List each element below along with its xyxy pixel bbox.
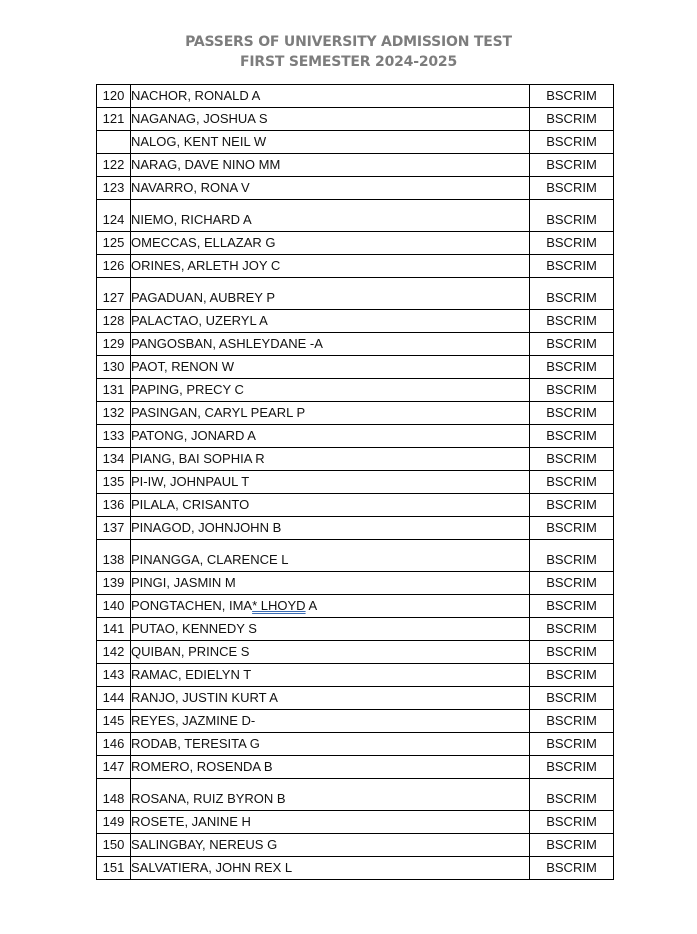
table-row <box>97 85 614 108</box>
passer-name: PASINGAN, CARYL PEARL P <box>131 402 530 425</box>
table-row <box>97 402 614 425</box>
row-number: 130 <box>97 356 131 379</box>
course-code: BSCRIM <box>530 641 614 664</box>
passer-name-underlined-part: * LHOYD <box>252 598 306 613</box>
passer-name: ORINES, ARLETH JOY C <box>131 255 530 278</box>
table-row <box>97 572 614 595</box>
passer-name: NAVARRO, RONA V <box>131 177 530 200</box>
row-number: 146 <box>97 733 131 756</box>
passer-name-part: PONGTACHEN, IMA <box>131 598 253 613</box>
passer-name: PINGI, JASMIN M <box>131 572 530 595</box>
course-code: BSCRIM <box>530 618 614 641</box>
table-row <box>97 425 614 448</box>
course-code: BSCRIM <box>530 572 614 595</box>
row-number: 125 <box>97 232 131 255</box>
row-number: 124 <box>97 200 131 232</box>
row-number: 137 <box>97 517 131 540</box>
course-code: BSCRIM <box>530 779 614 811</box>
table-row <box>97 278 614 310</box>
passer-name: SALINGBAY, NEREUS G <box>131 834 530 857</box>
passer-name: PAOT, RENON W <box>131 356 530 379</box>
passer-name: QUIBAN, PRINCE S <box>131 641 530 664</box>
course-code: BSCRIM <box>530 108 614 131</box>
course-code: BSCRIM <box>530 402 614 425</box>
course-code: BSCRIM <box>530 494 614 517</box>
course-code: BSCRIM <box>530 379 614 402</box>
passer-name: RAMAC, EDIELYN T <box>131 664 530 687</box>
passer-name: PATONG, JONARD A <box>131 425 530 448</box>
passer-name: PINANGGA, CLARENCE L <box>131 540 530 572</box>
course-code: BSCRIM <box>530 154 614 177</box>
row-number: 122 <box>97 154 131 177</box>
passer-name: NIEMO, RICHARD A <box>131 200 530 232</box>
course-code: BSCRIM <box>530 333 614 356</box>
document-header <box>0 32 697 72</box>
table-row <box>97 664 614 687</box>
row-number: 135 <box>97 471 131 494</box>
table-row <box>97 471 614 494</box>
course-code: BSCRIM <box>530 595 614 618</box>
course-code: BSCRIM <box>530 356 614 379</box>
row-number: 149 <box>97 811 131 834</box>
passer-name: ROMERO, ROSENDA B <box>131 756 530 779</box>
table-row <box>97 857 614 880</box>
row-number: 142 <box>97 641 131 664</box>
row-number: 147 <box>97 756 131 779</box>
row-number: 148 <box>97 779 131 811</box>
passer-name: PINAGOD, JOHNJOHN B <box>131 517 530 540</box>
row-number: 150 <box>97 834 131 857</box>
course-code: BSCRIM <box>530 255 614 278</box>
row-number: 127 <box>97 278 131 310</box>
row-number: 133 <box>97 425 131 448</box>
table-row <box>97 255 614 278</box>
course-code: BSCRIM <box>530 733 614 756</box>
course-code: BSCRIM <box>530 471 614 494</box>
passer-name: PAGADUAN, AUBREY P <box>131 278 530 310</box>
table-row <box>97 356 614 379</box>
course-code: BSCRIM <box>530 756 614 779</box>
row-number: 144 <box>97 687 131 710</box>
passer-name: NAGANAG, JOSHUA S <box>131 108 530 131</box>
passer-name: PAPING, PRECY C <box>131 379 530 402</box>
row-number: 131 <box>97 379 131 402</box>
row-number: 134 <box>97 448 131 471</box>
table-row <box>97 177 614 200</box>
row-number <box>97 131 131 154</box>
table-row <box>97 710 614 733</box>
row-number: 151 <box>97 857 131 880</box>
table-row <box>97 595 614 618</box>
table-row <box>97 108 614 131</box>
passer-name: RODAB, TERESITA G <box>131 733 530 756</box>
passer-name: RANJO, JUSTIN KURT A <box>131 687 530 710</box>
course-code: BSCRIM <box>530 540 614 572</box>
passer-name: NACHOR, RONALD A <box>131 85 530 108</box>
header-subtitle: FIRST SEMESTER 2024-2025 <box>240 54 457 70</box>
passer-name: REYES, JAZMINE D- <box>131 710 530 733</box>
course-code: BSCRIM <box>530 85 614 108</box>
row-number: 129 <box>97 333 131 356</box>
course-code: BSCRIM <box>530 834 614 857</box>
passer-name: ROSETE, JANINE H <box>131 811 530 834</box>
table-row <box>97 333 614 356</box>
passer-name: NARAG, DAVE NINO MM <box>131 154 530 177</box>
passer-name: PI-IW, JOHNPAUL T <box>131 471 530 494</box>
table-row <box>97 310 614 333</box>
passer-name-part: A <box>305 598 318 613</box>
table-row <box>97 811 614 834</box>
row-number: 136 <box>97 494 131 517</box>
passers-table <box>96 84 614 880</box>
row-number: 132 <box>97 402 131 425</box>
row-number: 120 <box>97 85 131 108</box>
table-row <box>97 448 614 471</box>
row-number: 145 <box>97 710 131 733</box>
passer-name: PALACTAO, UZERYL A <box>131 310 530 333</box>
row-number: 141 <box>97 618 131 641</box>
passer-name <box>131 595 530 618</box>
table-row <box>97 779 614 811</box>
table-row <box>97 687 614 710</box>
passer-name: PILALA, CRISANTO <box>131 494 530 517</box>
course-code: BSCRIM <box>530 232 614 255</box>
course-code: BSCRIM <box>530 664 614 687</box>
passers-table-body <box>97 85 614 880</box>
passer-name: PUTAO, KENNEDY S <box>131 618 530 641</box>
table-row <box>97 641 614 664</box>
table-row <box>97 834 614 857</box>
table-row <box>97 517 614 540</box>
row-number: 126 <box>97 255 131 278</box>
row-number: 140 <box>97 595 131 618</box>
table-row <box>97 232 614 255</box>
passer-name: PIANG, BAI SOPHIA R <box>131 448 530 471</box>
table-row <box>97 756 614 779</box>
table-row <box>97 131 614 154</box>
course-code: BSCRIM <box>530 710 614 733</box>
course-code: BSCRIM <box>530 687 614 710</box>
course-code: BSCRIM <box>530 200 614 232</box>
course-code: BSCRIM <box>530 517 614 540</box>
row-number: 139 <box>97 572 131 595</box>
course-code: BSCRIM <box>530 278 614 310</box>
course-code: BSCRIM <box>530 857 614 880</box>
table-row <box>97 200 614 232</box>
passer-name: OMECCAS, ELLAZAR G <box>131 232 530 255</box>
table-row <box>97 540 614 572</box>
table-row <box>97 154 614 177</box>
course-code: BSCRIM <box>530 811 614 834</box>
course-code: BSCRIM <box>530 425 614 448</box>
row-number: 143 <box>97 664 131 687</box>
row-number: 128 <box>97 310 131 333</box>
header-title: PASSERS OF UNIVERSITY ADMISSION TEST <box>185 34 512 50</box>
table-row <box>97 494 614 517</box>
row-number: 121 <box>97 108 131 131</box>
row-number: 138 <box>97 540 131 572</box>
table-row <box>97 733 614 756</box>
passer-name: ROSANA, RUIZ BYRON B <box>131 779 530 811</box>
course-code: BSCRIM <box>530 448 614 471</box>
passer-name: SALVATIERA, JOHN REX L <box>131 857 530 880</box>
course-code: BSCRIM <box>530 310 614 333</box>
passer-name: PANGOSBAN, ASHLEYDANE -A <box>131 333 530 356</box>
passer-name: NALOG, KENT NEIL W <box>131 131 530 154</box>
table-row <box>97 379 614 402</box>
table-row <box>97 618 614 641</box>
row-number: 123 <box>97 177 131 200</box>
course-code: BSCRIM <box>530 177 614 200</box>
course-code: BSCRIM <box>530 131 614 154</box>
